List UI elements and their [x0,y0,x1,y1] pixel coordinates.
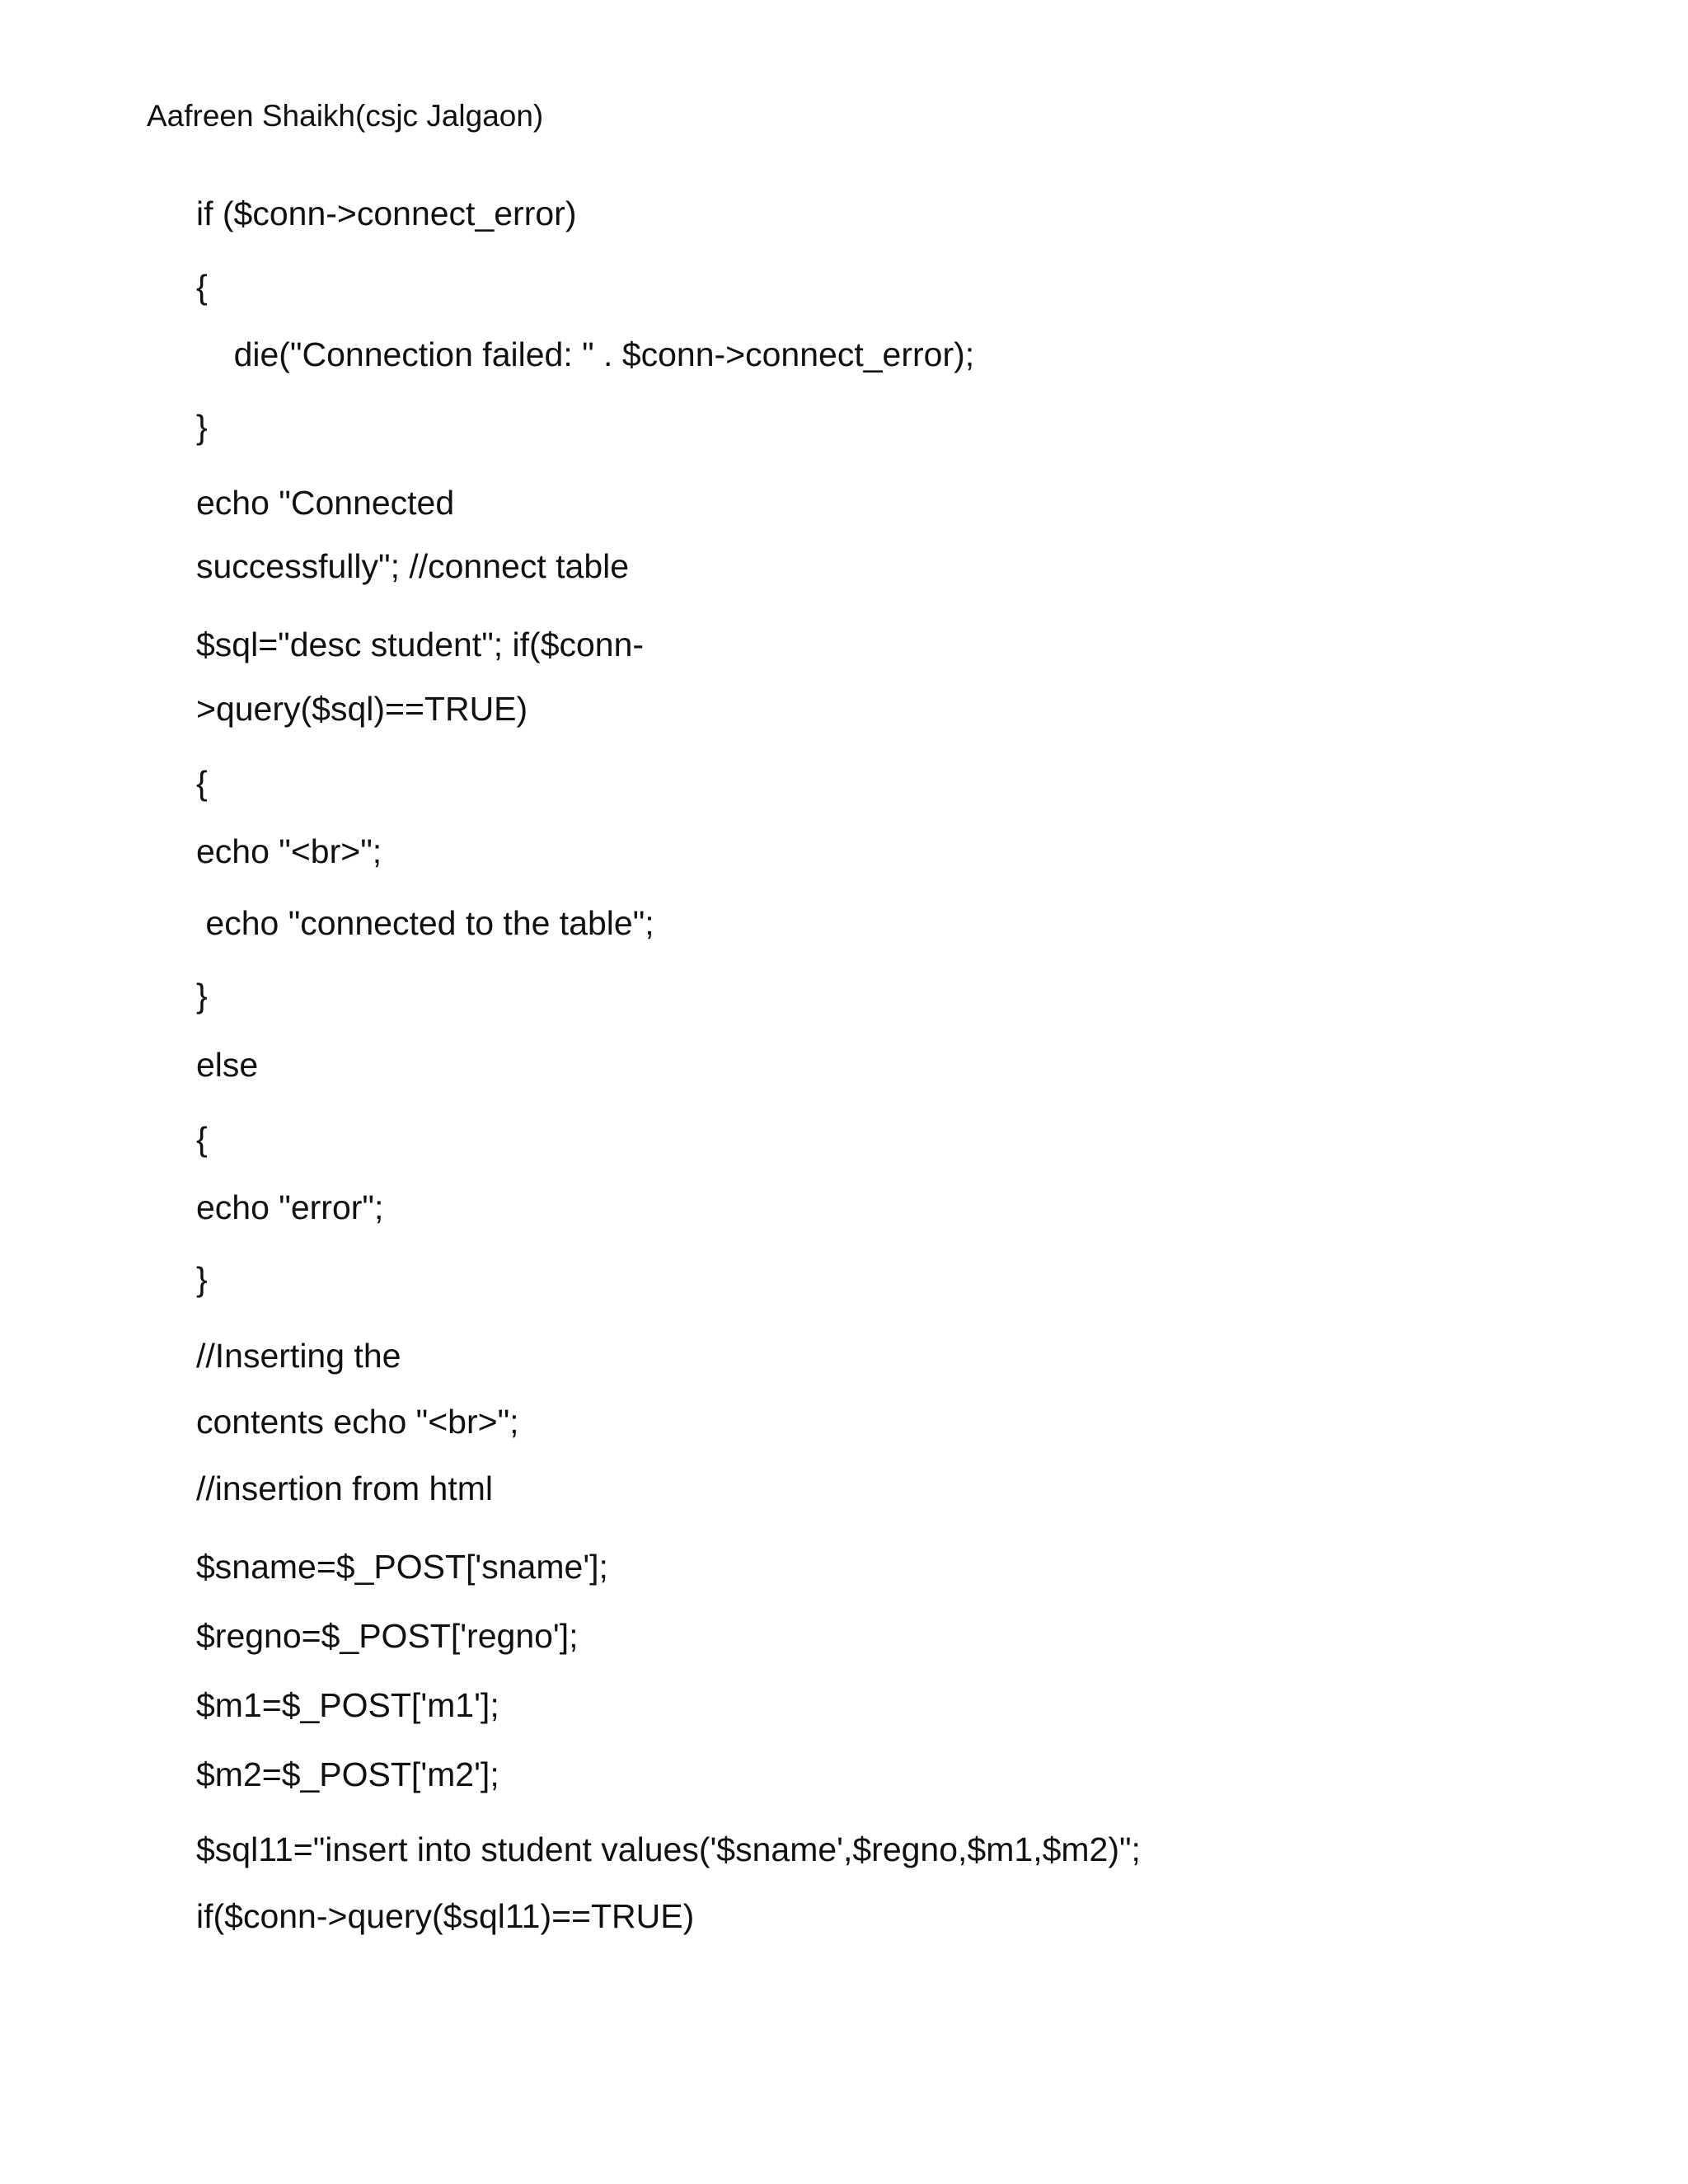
code-line: $m2=$_POST['m2']; [196,1755,499,1793]
code-line: $regno=$_POST['regno']; [196,1617,579,1655]
code-line: { [196,764,208,802]
code-line: die("Connection failed: " . $conn->connect_error); [196,335,975,373]
code-line: contents echo "<br>"; [196,1403,519,1441]
code-line: $sname=$_POST['sname']; [196,1548,608,1586]
code-line: $m1=$_POST['m1']; [196,1686,499,1724]
code-line: if($conn->query($sql11)==TRUE) [196,1897,695,1935]
code-line: echo "error"; [196,1188,384,1226]
code-line: $sql="desc student"; if($conn- [196,626,645,663]
code-line: } [196,977,208,1015]
code-line: >query($sql)==TRUE) [196,690,528,728]
code-line: } [196,408,208,446]
code-line: successfully"; //connect table [196,547,630,585]
code-line: $sql11="insert into student values('$sname',$regno,$m1,$m2)"; [196,1830,1141,1868]
code-line: //Inserting the [196,1337,401,1375]
code-line: { [196,268,208,306]
page-header-author: Aafreen Shaikh(csjc Jalgaon) [147,99,544,133]
code-line: //insertion from html [196,1469,493,1507]
code-line: { [196,1120,208,1158]
code-line: if ($conn->connect_error) [196,194,577,232]
code-line: else [196,1046,259,1084]
code-line: echo "<br>"; [196,832,382,870]
code-line: echo "connected to the table"; [196,904,654,942]
code-line: echo "Connected [196,484,455,522]
code-line: } [196,1260,208,1298]
